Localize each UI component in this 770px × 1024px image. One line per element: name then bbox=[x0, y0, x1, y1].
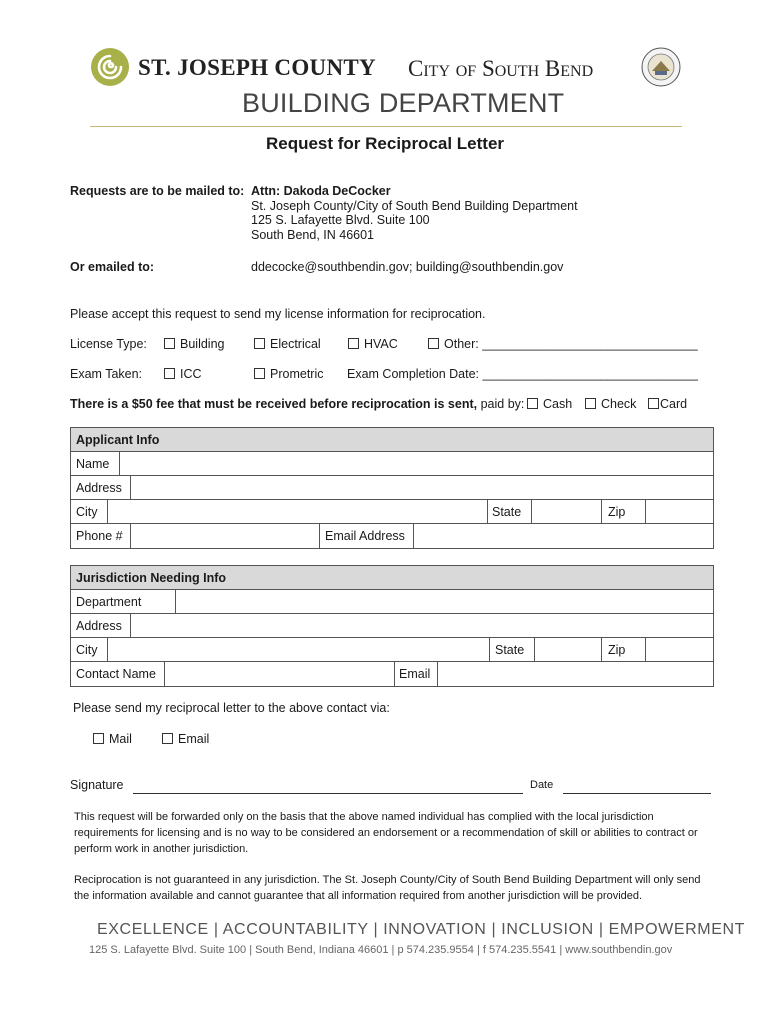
checkbox-label: Email bbox=[178, 732, 210, 746]
field-label: Email Address bbox=[325, 529, 405, 543]
reciprocation-notice: Reciprocation is not guaranteed in any jurisdiction. The St. Joseph County/City of South Bend Building Department will only send the information available and cannot guarantee that all information required from another jurisdiction will be provided. bbox=[74, 874, 701, 902]
date-label: Date bbox=[530, 779, 554, 791]
cell-divider bbox=[437, 662, 438, 686]
cell-divider bbox=[601, 638, 602, 661]
checkbox-icon[interactable] bbox=[162, 733, 173, 744]
field-label: City bbox=[76, 643, 98, 657]
field-label: State bbox=[495, 643, 525, 657]
field-label: Address bbox=[76, 619, 122, 633]
exam-completion-date[interactable]: Exam Completion Date: _______________________________ bbox=[347, 367, 698, 381]
disclaimer-paragraph: This request will be forwarded only on the basis that the above named individual has complied with the local jurisdiction requirements for licensing and is no way to be considered an endorsement or a recommendation of skill or abilities to contract or perform work in another jurisdiction. bbox=[74, 811, 698, 855]
cell-divider bbox=[413, 524, 414, 548]
checkbox-label: HVAC bbox=[364, 337, 398, 351]
cell-divider bbox=[531, 500, 532, 523]
header-divider bbox=[90, 126, 682, 127]
field-label: Address bbox=[76, 481, 122, 495]
cell-divider bbox=[130, 524, 131, 548]
checkbox-hvac[interactable] bbox=[348, 337, 398, 351]
mail-line: St. Joseph County/City of South Bend Building Department bbox=[251, 198, 578, 213]
cell-divider bbox=[601, 500, 602, 523]
checkbox-mail[interactable] bbox=[93, 732, 132, 746]
field-label: State bbox=[492, 505, 522, 519]
cell-divider bbox=[164, 662, 165, 686]
cell-divider bbox=[107, 638, 108, 661]
field-label: Zip bbox=[608, 643, 626, 657]
cell-divider bbox=[489, 638, 490, 661]
checkbox-label: Card bbox=[660, 397, 688, 411]
date-line[interactable] bbox=[563, 793, 711, 794]
checkbox-label: Other: _______________________________ bbox=[444, 337, 698, 351]
send-via-text: Please send my reciprocal letter to the above contact via: bbox=[73, 701, 390, 715]
cell-divider bbox=[319, 524, 320, 548]
field-label: Department bbox=[76, 595, 142, 609]
cell-divider bbox=[130, 476, 131, 499]
cell-divider bbox=[119, 452, 120, 475]
cell-divider bbox=[534, 638, 535, 661]
applicant-city-row[interactable] bbox=[71, 500, 713, 524]
checkbox-check[interactable] bbox=[585, 397, 636, 411]
checkbox-icon[interactable] bbox=[648, 398, 659, 409]
department-name: BUILDING DEPARTMENT bbox=[242, 88, 565, 118]
applicant-info-table bbox=[70, 427, 714, 549]
checkbox-electrical[interactable] bbox=[254, 337, 321, 351]
cell-divider bbox=[175, 590, 176, 613]
checkbox-icon[interactable] bbox=[348, 338, 359, 349]
checkbox-label: Mail bbox=[109, 732, 132, 746]
checkbox-icon[interactable] bbox=[254, 338, 265, 349]
checkbox-icon[interactable] bbox=[428, 338, 439, 349]
checkbox-icon[interactable] bbox=[254, 368, 265, 379]
field-label: Phone # bbox=[76, 529, 123, 543]
cell-divider bbox=[645, 500, 646, 523]
checkbox-label: Cash bbox=[543, 397, 573, 411]
jurisdiction-city-row[interactable] bbox=[71, 638, 713, 662]
city-name: City of South Bend bbox=[408, 56, 594, 81]
form-title: Request for Reciprocal Letter bbox=[265, 134, 505, 153]
checkbox-email[interactable] bbox=[162, 732, 209, 746]
checkbox-icon[interactable] bbox=[164, 368, 175, 379]
mail-line: 125 S. Lafayette Blvd. Suite 100 bbox=[251, 213, 430, 227]
mail-label: Requests are to be mailed to: bbox=[70, 184, 245, 198]
mail-line: South Bend, IN 46601 bbox=[251, 227, 375, 242]
jurisdiction-contact-row[interactable] bbox=[71, 662, 713, 686]
fee-notice bbox=[70, 397, 524, 411]
field-label: Name bbox=[76, 457, 110, 471]
jurisdiction-info-header: Jurisdiction Needing Info bbox=[71, 566, 713, 590]
field-label: City bbox=[76, 505, 98, 519]
jurisdiction-info-table bbox=[70, 565, 714, 687]
fee-paid-by: paid by: bbox=[477, 397, 525, 411]
cell-divider bbox=[394, 662, 395, 686]
mail-attn: Attn: Dakoda DeCocker bbox=[251, 184, 391, 198]
checkbox-icon[interactable] bbox=[93, 733, 104, 744]
checkbox-other[interactable] bbox=[428, 337, 698, 351]
checkbox-icc[interactable] bbox=[164, 367, 202, 381]
checkbox-cash[interactable] bbox=[527, 397, 572, 411]
signature-line[interactable] bbox=[133, 793, 523, 794]
cell-divider bbox=[130, 614, 131, 637]
field-label: Contact Name bbox=[76, 667, 156, 681]
checkbox-building[interactable] bbox=[164, 337, 224, 351]
checkbox-label: Prometric bbox=[270, 367, 324, 381]
cell-divider bbox=[645, 638, 646, 661]
checkbox-label: ICC bbox=[180, 367, 202, 381]
applicant-info-header: Applicant Info bbox=[71, 428, 713, 452]
footer-values: EXCELLENCE | ACCOUNTABILITY | INNOVATION | INCLUSION | EMPOWERMENT bbox=[97, 921, 746, 938]
applicant-address-row[interactable] bbox=[71, 476, 713, 500]
cell-divider bbox=[487, 500, 488, 523]
checkbox-icon[interactable] bbox=[527, 398, 538, 409]
field-label: Email bbox=[399, 667, 431, 681]
checkbox-icon[interactable] bbox=[585, 398, 596, 409]
signature-label: Signature bbox=[70, 778, 124, 792]
intro-text: Please accept this request to send my license information for reciprocation. bbox=[70, 307, 486, 321]
city-seal-icon bbox=[641, 47, 681, 87]
mail-address-block bbox=[251, 184, 578, 242]
checkbox-prometric[interactable] bbox=[254, 367, 323, 381]
exam-taken-label: Exam Taken: bbox=[70, 367, 143, 381]
checkbox-label: Check bbox=[601, 397, 637, 411]
email-addresses: ddecocke@southbendin.gov; building@southbendin.gov bbox=[251, 260, 564, 274]
checkbox-label: Building bbox=[180, 337, 225, 351]
applicant-phone-row[interactable] bbox=[71, 524, 713, 548]
footer-address: 125 S. Lafayette Blvd. Suite 100 | South Bend, Indiana 46601 | p 574.235.9554 | f 574.235.5541 | www.southbendin.gov bbox=[89, 944, 673, 956]
jurisdiction-department-row[interactable] bbox=[71, 590, 713, 614]
email-label: Or emailed to: bbox=[70, 260, 155, 274]
county-logo bbox=[90, 47, 130, 87]
field-label: Zip bbox=[608, 505, 626, 519]
fee-bold-text: There is a $50 fee that must be received before reciprocation is sent, bbox=[70, 397, 478, 411]
county-name: ST. JOSEPH COUNTY bbox=[138, 55, 376, 80]
checkbox-icon[interactable] bbox=[164, 338, 175, 349]
license-type-label: License Type: bbox=[70, 337, 147, 351]
checkbox-card[interactable] bbox=[648, 397, 687, 411]
jurisdiction-address-row[interactable] bbox=[71, 614, 713, 638]
applicant-name-row[interactable] bbox=[71, 452, 713, 476]
checkbox-label: Electrical bbox=[270, 337, 321, 351]
cell-divider bbox=[107, 500, 108, 523]
